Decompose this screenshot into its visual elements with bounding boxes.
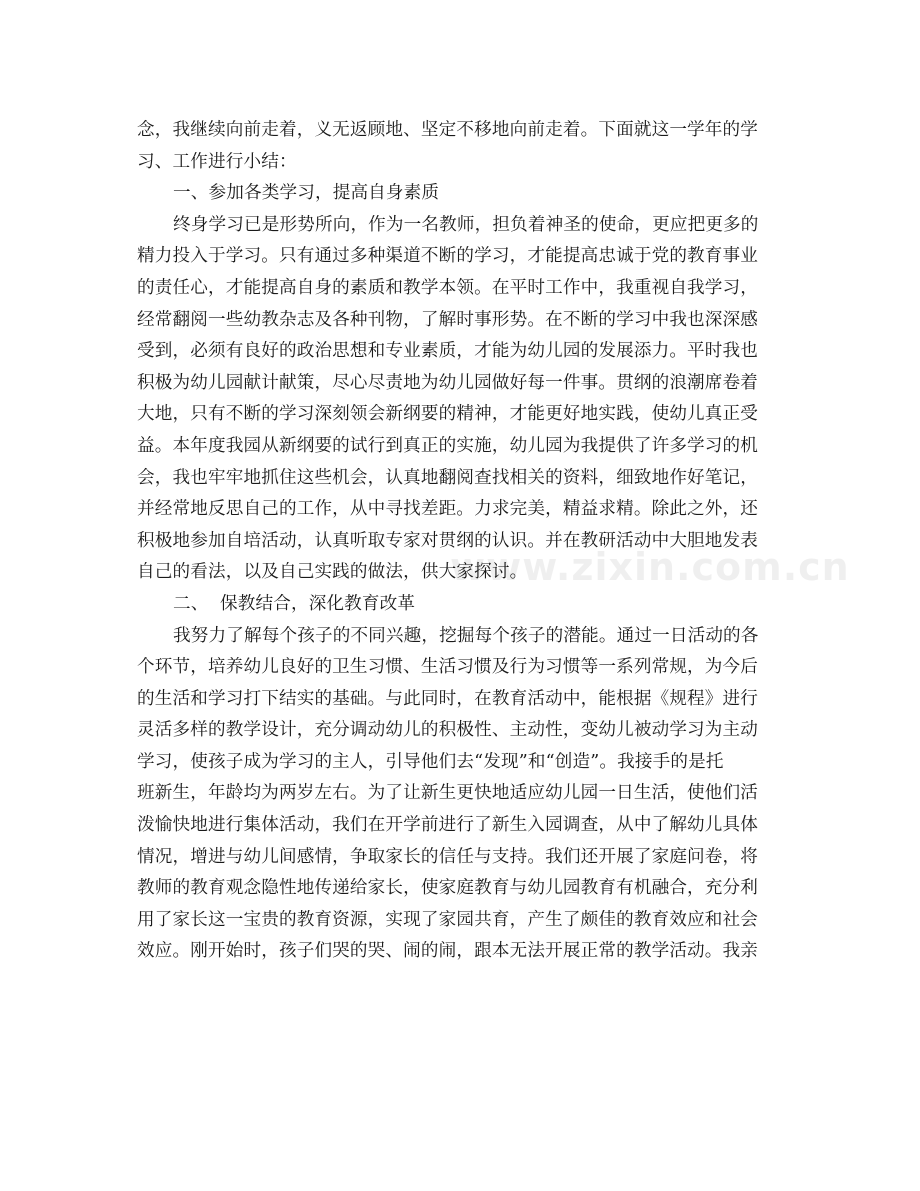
text-line: 教师的教育观念隐性地传递给家长，使家庭教育与幼儿园教育有机融合，充分利 bbox=[137, 878, 759, 899]
section-heading: 二、 保教结合，深化教育改革 bbox=[173, 593, 416, 614]
text-line: 泼愉快地进行集体活动，我们在开学前进行了新生入园调查，从中了解幼儿具体 bbox=[137, 815, 759, 836]
text-line: 念，我继续向前走着，义无返顾地、坚定不移地向前走着。下面就这一学年的学 bbox=[137, 120, 759, 140]
text-line: 用了家长这一宝贵的教育资源，实现了家园共育，产生了颇佳的教育效应和社会 bbox=[137, 909, 759, 930]
text-line: 习、工作进行小结： bbox=[137, 151, 297, 172]
watermark: www.zixin.com.cn bbox=[450, 545, 850, 589]
text-line: 个环节，培养幼儿良好的卫生习惯、生活习惯及行为习惯等一系列常规，为今后 bbox=[137, 657, 759, 678]
text-line: 经常翻阅一些幼教杂志及各种刊物，了解时事形势。在不断的学习中我也深深感 bbox=[137, 309, 759, 330]
text-line: 并经常地反思自己的工作，从中寻找差距。力求完美，精益求精。除此之外，还 bbox=[137, 499, 759, 520]
text-line: 效应。刚开始时，孩子们哭的哭、闹的闹，跟本无法开展正常的教学活动。我亲 bbox=[137, 941, 759, 962]
text-line: 的生活和学习打下结实的基础。与此同时，在教育活动中，能根据《规程》进行 bbox=[137, 688, 759, 709]
text-line: 益。本年度我园从新纲要的试行到真正的实施，幼儿园为我提供了许多学习的机 bbox=[137, 435, 759, 456]
text-line: 班新生，年龄均为两岁左右。为了让新生更快地适应幼儿园一日生活，使他们活 bbox=[137, 783, 759, 804]
text-line: 积极地参加自培活动，认真听取专家对贯纲的认识。并在教研活动中大胆地发表 bbox=[137, 530, 759, 551]
text-line: 情况，增进与幼儿间感情，争取家长的信任与支持。我们还开展了家庭问卷，将 bbox=[137, 846, 759, 867]
text-line: 自己的看法，以及自己实践的做法，供大家探讨。 bbox=[137, 562, 528, 583]
text-line: 积极为幼儿园献计献策，尽心尽责地为幼儿园做好每一件事。贯纲的浪潮席卷着 bbox=[137, 372, 759, 393]
text-line: 精力投入于学习。只有通过多种渠道不断的学习，才能提高忠诚于党的教育事业 bbox=[137, 246, 759, 267]
text-line: 会，我也牢牢地抓住这些机会，认真地翻阅查找相关的资料，细致地作好笔记， bbox=[137, 467, 759, 488]
section-heading: 一、参加各类学习，提高自身素质 bbox=[173, 183, 440, 204]
text-line: 学习，使孩子成为学习的主人，引导他们去“发现”和“创造”。我接手的是托 bbox=[137, 751, 724, 772]
body-text bbox=[137, 115, 787, 968]
text-line: 灵活多样的教学设计，充分调动幼儿的积极性、主动性，变幼儿被动学习为主动 bbox=[137, 720, 759, 741]
text-line: 大地，只有不断的学习深刻领会新纲要的精神，才能更好地实践，使幼儿真正受 bbox=[137, 404, 759, 425]
text-line: 我努力了解每个孩子的不同兴趣，挖掘每个孩子的潜能。通过一日活动的各 bbox=[173, 625, 759, 646]
text-line: 的责任心，才能提高自身的素质和教学本领。在平时工作中，我重视自我学习， bbox=[137, 277, 759, 298]
text-line: 受到，必须有良好的政治思想和专业素质，才能为幼儿园的发展添力。平时我也 bbox=[137, 341, 759, 362]
text-line: 终身学习已是形势所向，作为一名教师，担负着神圣的使命，更应把更多的 bbox=[173, 214, 759, 235]
